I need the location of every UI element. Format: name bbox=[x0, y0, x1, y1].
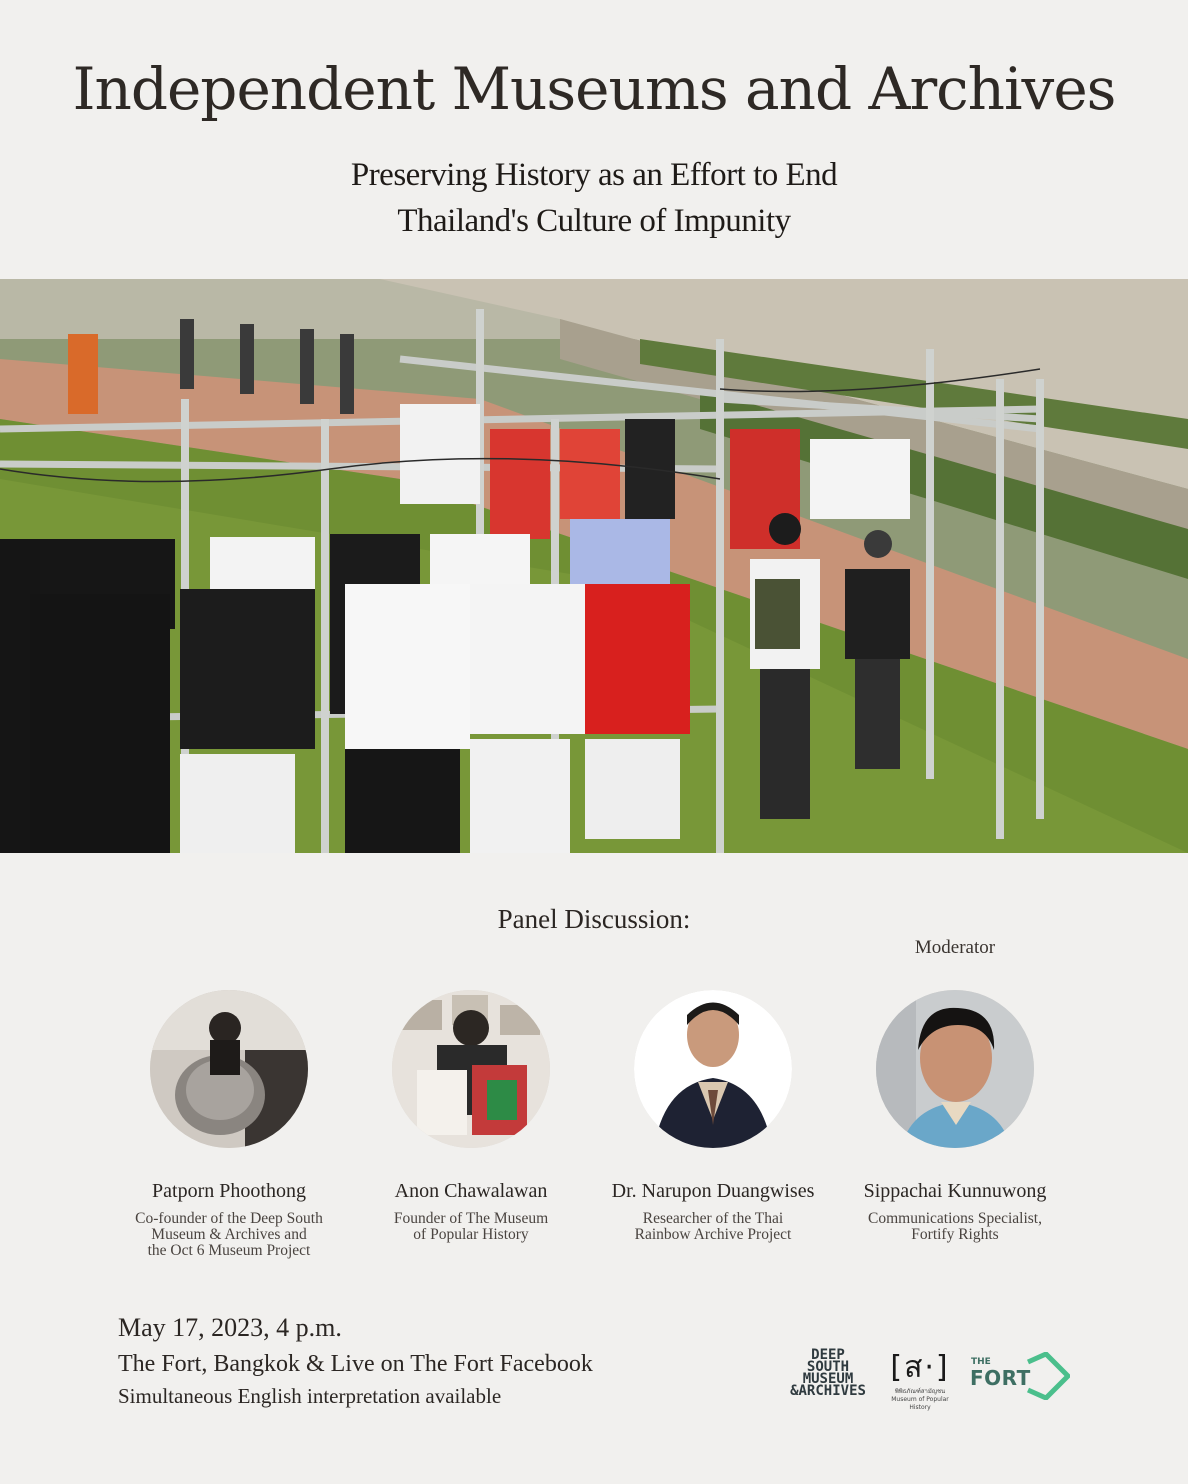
logo-caption: พิพิธภัณฑ์สามัญชน bbox=[894, 1388, 946, 1395]
moderator-label: Moderator bbox=[914, 937, 996, 958]
logo-small-text: THE bbox=[971, 1357, 991, 1367]
interpretation-note: Simultaneous English interpretation available bbox=[118, 1384, 502, 1408]
logo-mark: [ส·] bbox=[890, 1350, 950, 1385]
museum-of-popular-history-logo bbox=[888, 1348, 952, 1412]
speaker-card bbox=[351, 990, 591, 1243]
logo-text-line: MUSEUM bbox=[802, 1371, 854, 1387]
speaker-name: Dr. Narupon Duangwises bbox=[611, 1180, 815, 1202]
logo-caption-en: Museum of Popular History bbox=[891, 1396, 949, 1411]
the-fort-logo bbox=[968, 1352, 1078, 1402]
logo-text-line: SOUTH bbox=[806, 1359, 850, 1375]
speaker-card bbox=[109, 990, 349, 1259]
exhibition-photo bbox=[0, 279, 1188, 853]
panel-heading: Panel Discussion: bbox=[497, 904, 691, 934]
logo-word: FORT bbox=[970, 1366, 1031, 1390]
speaker-role: Founder of The Museum of Popular History bbox=[393, 1210, 549, 1243]
subtitle-line-1: Preserving History as an Effort to End bbox=[350, 157, 838, 193]
poster-subtitle bbox=[0, 152, 1188, 244]
avatar bbox=[150, 990, 308, 1148]
event-date: May 17, 2023, 4 p.m. bbox=[118, 1313, 342, 1342]
speaker-name: Sippachai Kunnuwong bbox=[863, 1180, 1047, 1202]
speaker-card bbox=[835, 990, 1075, 1243]
speaker-name: Patporn Phoothong bbox=[152, 1180, 306, 1202]
speaker-role: Communications Specialist, Fortify Rights bbox=[868, 1210, 1042, 1243]
logo-text-line: &ARCHIVES bbox=[790, 1383, 866, 1399]
event-location: The Fort, Bangkok & Live on The Fort Facebook bbox=[118, 1351, 593, 1377]
speaker-name: Anon Chawalawan bbox=[394, 1180, 548, 1202]
poster-title: Independent Museums and Archives bbox=[72, 55, 1116, 123]
speaker-role: Researcher of the Thai Rainbow Archive Project bbox=[634, 1210, 792, 1243]
avatar bbox=[876, 990, 1034, 1148]
avatar bbox=[634, 990, 792, 1148]
fort-arrow-icon bbox=[1020, 1352, 1070, 1400]
speaker-role: Co-founder of the Deep South Museum & Archives and the Oct 6 Museum Project bbox=[135, 1210, 323, 1259]
logo-text-line: DEEP bbox=[811, 1347, 845, 1363]
deep-south-museum-logo bbox=[782, 1349, 874, 1397]
subtitle-line-2: Thailand's Culture of Impunity bbox=[397, 203, 791, 239]
speaker-card bbox=[593, 990, 833, 1243]
avatar bbox=[392, 990, 550, 1148]
